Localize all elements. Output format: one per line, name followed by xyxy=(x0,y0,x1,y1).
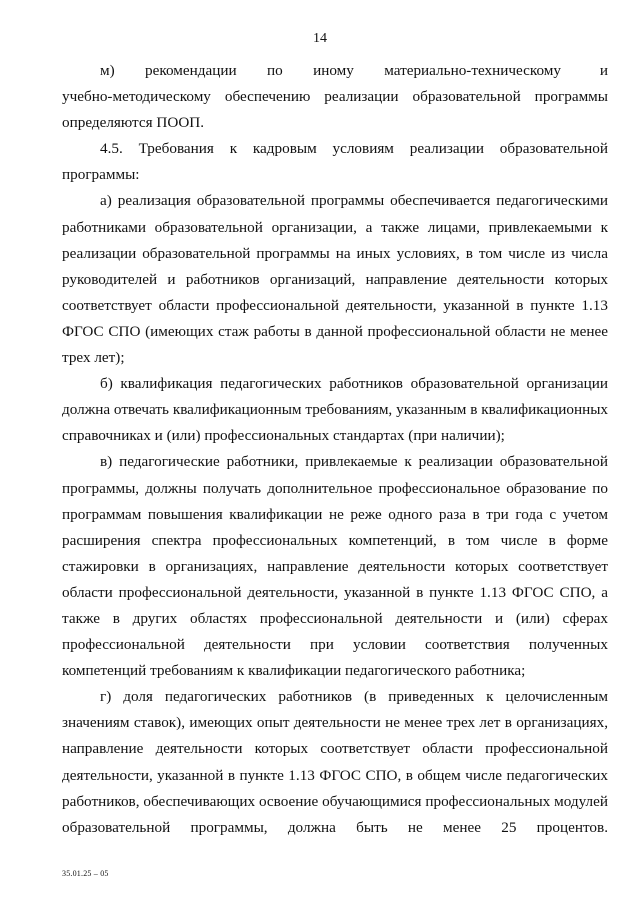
section-4-5-heading: 4.5. Требования к кадровым условиям реализации образовательной программы: xyxy=(62,140,608,184)
paragraph-b-qualification: б) квалификация педагогических работников образовательной организации должна отвечать квалификационным требованиям, указанным в квалификационных справочниках и (или) профессиональных стандартах (при наличии); xyxy=(62,375,608,445)
document-body xyxy=(62,58,608,841)
paragraph-v-professional-development: в) педагогические работники, привлекаемые к реализации образовательной программы, должны получать дополнительное профессиональное образование по программам повышения квалификации не реже одного раза в три года с учетом расширения спектра профессиональных компетенций, в том числе в форме стажировки в организациях, направление деятельности которых соответствует области профессиональной деятельности, указанной в пункте 1.13 ФГОС СПО, а также в других областях профессиональной деятельности и (или) сферах профессиональной деятельности при условии соответствия полученных компетенций требованиям к квалификации педагогического работника; xyxy=(62,453,608,680)
paragraph-g-staff-share: г) доля педагогических работников (в приведенных к целочисленным значениям ставок), имеющих опыт деятельности не менее трех лет в организациях, направление деятельности которых соответствует области профессиональной деятельности, указанной в пункте 1.13 ФГОС СПО, в общем числе педагогических работников, обеспечивающих освоение обучающимися профессиональных модулей образовательной программы, должна быть не менее 25 процентов. xyxy=(62,688,608,836)
page-number: 14 xyxy=(313,31,327,46)
paragraph-a-staffing: а) реализация образовательной программы обеспечивается педагогическими работниками образовательной организации, а также лицами, привлекаемыми к реализации образовательной программы на иных условиях, в том числе из числа руководителей и работников организаций, направление деятельности которых соответствует области профессиональной деятельности, указанной в пункте 1.13 ФГОС СПО (имеющих стаж работы в данной профессиональной области не менее трех лет); xyxy=(62,192,608,367)
paragraph-m-recommendations: м) рекомендации по иному материально-техническому и учебно-методическому обеспечению реализации образовательной программы определяются ПООП. xyxy=(62,62,608,132)
footer-document-code: 35.01.25 – 05 xyxy=(62,869,109,878)
